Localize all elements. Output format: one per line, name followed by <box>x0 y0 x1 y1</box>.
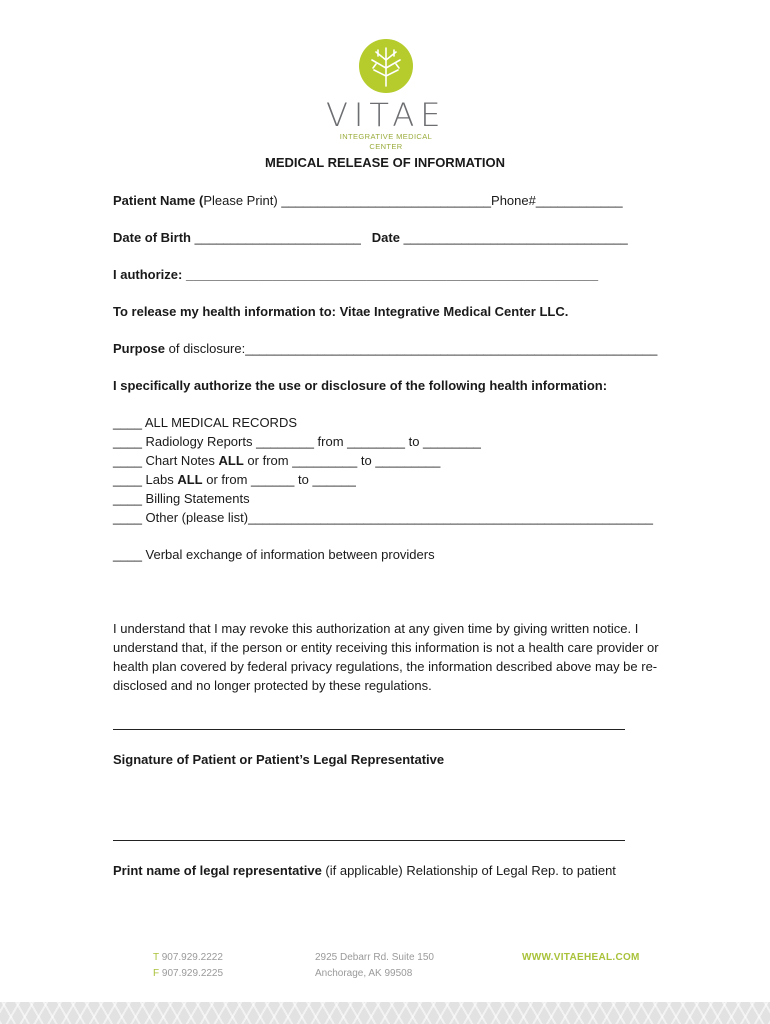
option-chart-notes[interactable] <box>113 453 440 468</box>
date-field[interactable]: _______________________________ <box>403 230 628 245</box>
chart-notes-label: ____ Chart Notes <box>113 453 219 468</box>
footer-website[interactable]: WWW.VITAEHEAL.COM <box>522 952 640 963</box>
chart-notes-all: ALL <box>218 453 244 468</box>
page-title: MEDICAL RELEASE OF INFORMATION <box>264 155 506 170</box>
purpose-label-rest: of disclosure: <box>165 341 246 356</box>
patient-name-row <box>113 193 623 208</box>
tree-circle-icon <box>358 38 414 94</box>
revocation-paragraph: I understand that I may revoke this authorization at any given time by giving written notice. I understand that, if the person or entity receiving this information is not a health care provider or health plan covered by federal privacy regulations, the information described above may be re-disclosed and no longer protected by these regulations. <box>113 621 659 693</box>
labs-label: ____ Labs <box>113 472 178 487</box>
purpose-label: Purpose <box>113 341 166 356</box>
phone-prefix: T <box>153 952 159 963</box>
footer-address <box>315 950 434 982</box>
footer-phone: 907.929.2222 <box>158 952 223 963</box>
authorize-label: I authorize: <box>113 267 183 282</box>
phone-field[interactable]: ____________ <box>535 193 623 208</box>
labs-range: or from ______ to ______ <box>202 472 356 487</box>
option-billing[interactable]: ____ Billing Statements <box>113 491 250 506</box>
option-radiology[interactable]: ____ Radiology Reports ________ from ________ to ________ <box>113 434 481 449</box>
print-name-row <box>113 863 616 878</box>
date-label: Date <box>371 230 400 245</box>
patient-name-label-rest: Please Print) <box>203 193 282 208</box>
footer-address-line1: 2925 Debarr Rd. Suite 150 <box>315 952 434 963</box>
option-other[interactable]: ____ Other (please list)________________________________________________________ <box>113 510 654 525</box>
patient-name-field[interactable]: _____________________________ <box>281 193 492 208</box>
brand-name: VITAE <box>326 96 447 134</box>
brand-subtitle: INTEGRATIVE MEDICAL CENTER <box>339 132 433 151</box>
purpose-row <box>113 341 657 356</box>
purpose-field[interactable]: _________________________________________________________ <box>245 341 658 356</box>
option-all-records[interactable]: ____ ALL MEDICAL RECORDS <box>113 415 297 430</box>
labs-all: ALL <box>177 472 203 487</box>
print-name-line[interactable] <box>113 840 625 841</box>
print-name-label: Print name of legal representative <box>113 863 322 878</box>
dob-field[interactable]: _______________________ <box>194 230 361 245</box>
dob-label: Date of Birth <box>113 230 191 245</box>
vitae-logo <box>326 38 446 152</box>
footer-address-line2: Anchorage, AK 99508 <box>315 968 413 979</box>
signature-line[interactable] <box>113 729 625 730</box>
option-verbal[interactable]: ____ Verbal exchange of information between providers <box>113 547 435 562</box>
option-labs[interactable] <box>113 472 356 487</box>
chart-notes-range: or from _________ to _________ <box>243 453 441 468</box>
patient-name-label: Patient Name ( <box>113 193 204 208</box>
print-name-label-rest: (if applicable) Relationship of Legal Rep. to patient <box>321 863 616 878</box>
fax-prefix: F <box>153 968 160 979</box>
specific-heading: I specifically authorize the use or disclosure of the following health information: <box>113 378 608 393</box>
dob-row <box>113 230 628 245</box>
release-to-text: To release my health information to: Vitae Integrative Medical Center LLC. <box>113 304 569 319</box>
signature-label: Signature of Patient or Patient’s Legal Representative <box>113 752 445 767</box>
authorize-field[interactable]: _________________________________________________________ <box>185 267 599 282</box>
footer-fax: 907.929.2225 <box>159 968 224 979</box>
authorize-row <box>113 267 598 282</box>
footer-contact <box>153 950 223 982</box>
phone-label: Phone# <box>491 193 536 208</box>
decorative-footer-band <box>0 1002 770 1024</box>
